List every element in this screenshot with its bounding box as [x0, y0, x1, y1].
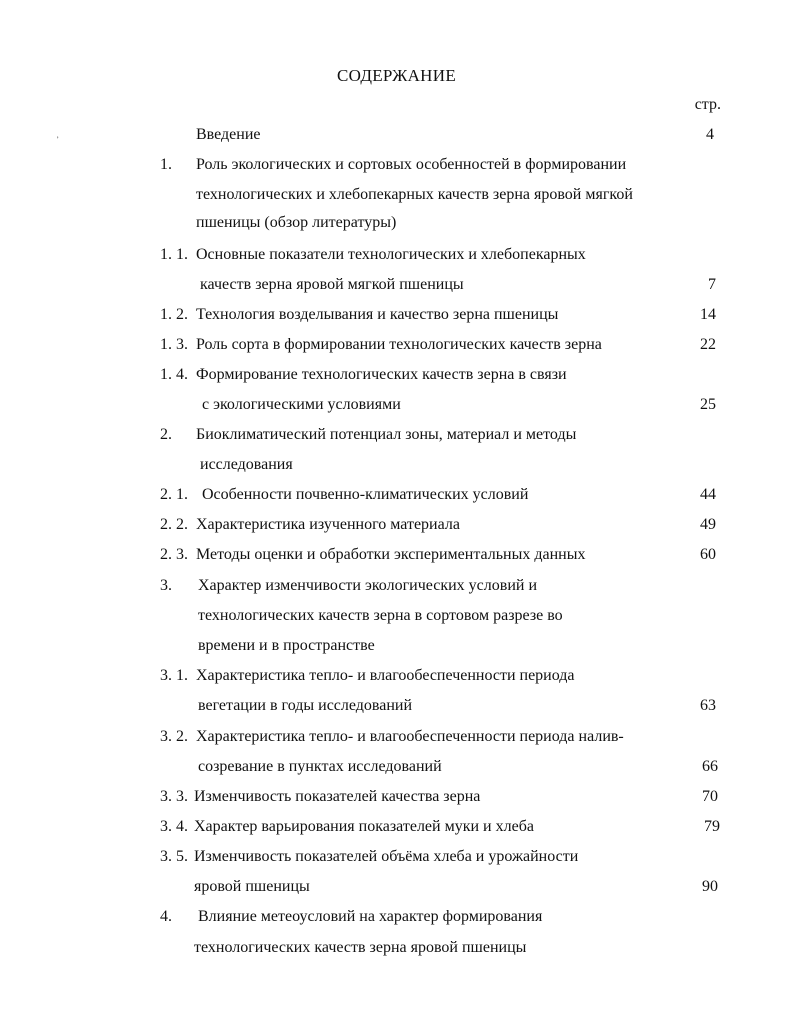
toc-entry-page: 22: [700, 336, 716, 353]
toc-entry-number: 3. 1.: [160, 667, 188, 684]
toc-entry-text: пшеницы (обзор литературы): [196, 214, 397, 231]
toc-entry-text: Характер варьирования показателей муки и хлеба: [194, 818, 534, 835]
toc-entry-text: технологических качеств зерна в сортовом разрезе во: [198, 607, 563, 624]
toc-entry-text: времени и в пространстве: [198, 637, 375, 654]
toc-entry-number: 3. 4.: [160, 818, 188, 835]
toc-entry-page: 7: [708, 276, 716, 293]
toc-entry-page: 49: [700, 516, 716, 533]
toc-entry-text: Роль сорта в формировании технологических качеств зерна: [196, 336, 602, 353]
toc-entry-text: Методы оценки и обработки экспериментальных данных: [196, 546, 586, 563]
toc-entry-number: 1. 4.: [160, 366, 188, 383]
toc-entry-text: Характер изменчивости экологических условий и: [198, 577, 538, 594]
page-title: СОДЕРЖАНИЕ: [336, 66, 457, 85]
toc-entry-number: 3. 2.: [160, 728, 188, 745]
toc-entry-text: Технология возделывания и качество зерна пшеницы: [196, 306, 559, 323]
toc-entry-number: 3.: [160, 577, 172, 594]
toc-entry-text: Влияние метеоусловий на характер формирования: [198, 908, 543, 925]
toc-entry-number: 1. 3.: [160, 336, 188, 353]
toc-entry-page: 90: [702, 878, 718, 895]
toc-entry-number: 3. 5.: [160, 848, 188, 865]
toc-entry-text: Изменчивость показателей объёма хлеба и урожайности: [194, 848, 579, 865]
toc-entry-page: 60: [700, 546, 716, 563]
toc-entry-text: исследования: [200, 456, 293, 473]
toc-entry-page: 14: [700, 306, 716, 323]
toc-entry-number: 2. 3.: [160, 546, 188, 563]
toc-entry-text: Формирование технологических качеств зерна в связи: [196, 366, 567, 383]
toc-entry-text: яровой пшеницы: [194, 878, 310, 895]
toc-entry-number: 1. 2.: [160, 306, 188, 323]
toc-entry-text: Характеристика тепло- и влагообеспеченности периода: [196, 667, 575, 684]
toc-entry-text: Биоклиматический потенциал зоны, материал и методы: [196, 426, 577, 443]
pages-column-label: стр.: [694, 96, 721, 113]
toc-entry-number: 2.: [160, 426, 172, 443]
toc-entry-text: Роль экологических и сортовых особенностей в формировании: [196, 156, 627, 173]
toc-entry-number: 1. 1.: [160, 246, 188, 263]
toc-entry-number: 2. 1.: [160, 486, 188, 503]
toc-entry-text: технологических качеств зерна яровой пшеницы: [194, 939, 527, 956]
toc-entry-text: Введение: [196, 126, 261, 143]
toc-entry-page: 4: [706, 126, 714, 143]
toc-entry-text: Изменчивость показателей качества зерна: [194, 788, 481, 805]
scan-speck: ᾽: [56, 136, 60, 147]
toc-entry-text: Характеристика изученного материала: [196, 516, 460, 533]
toc-entry-page: 66: [702, 758, 718, 775]
toc-entry-number: 1.: [160, 156, 172, 173]
toc-entry-text: Характеристика тепло- и влагообеспеченности периода налив-: [196, 728, 624, 745]
toc-entry-number: 4.: [160, 908, 172, 925]
toc-entry-page: 44: [700, 486, 716, 503]
toc-entry-text: созревание в пунктах исследований: [198, 758, 442, 775]
toc-entry-text: качеств зерна яровой мягкой пшеницы: [200, 276, 464, 293]
toc-entry-page: 70: [702, 788, 718, 805]
toc-entry-page: 79: [704, 818, 720, 835]
toc-entry-text: Особенности почвенно-климатических условий: [202, 486, 529, 503]
toc-entry-page: 63: [700, 697, 716, 714]
toc-entry-text: с экологическими условиями: [202, 396, 401, 413]
toc-entry-text: Основные показатели технологических и хлебопекарных: [196, 246, 586, 263]
toc-entry-text: технологических и хлебопекарных качеств зерна яровой мягкой: [196, 186, 633, 203]
toc-entry-number: 2. 2.: [160, 516, 188, 533]
toc-entry-number: 3. 3.: [160, 788, 188, 805]
toc-entry-text: вегетации в годы исследований: [198, 697, 413, 714]
toc-entry-page: 25: [700, 396, 716, 413]
